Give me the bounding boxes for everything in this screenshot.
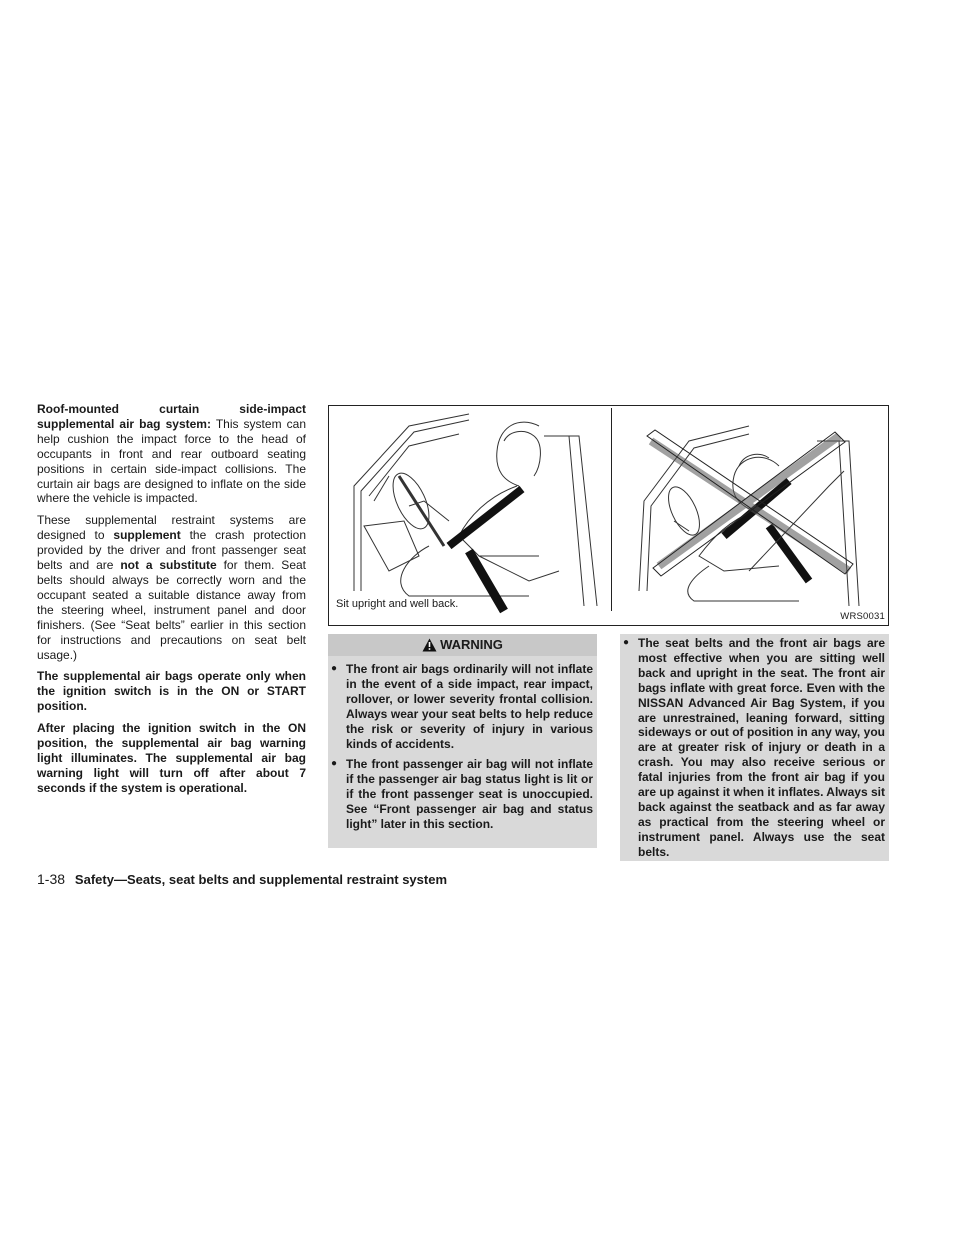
- supplement-text-c: the crash protection provided by the driver and front passenger seat belts and are: [37, 528, 306, 573]
- section-title: Safety—Seats, seat belts and supplemental restraint system: [74, 872, 448, 887]
- paragraph-ignition: The supplemental air bags operate only when the ignition switch is in the ON or START position.: [37, 669, 306, 714]
- figure-code: WRS0031: [840, 611, 885, 622]
- warning-bullet: ● The front passenger air bag will not inflate if the passenger air bag status light is lit or if the front passenger seat is unoccupied. See “Front passenger air bag and status light” later in this section.: [346, 757, 593, 832]
- paragraph-curtain-air-bag: [37, 402, 306, 506]
- paragraph-supplement: [37, 513, 306, 662]
- figure-caption: Sit upright and well back.: [336, 598, 459, 610]
- supplement-text-a: These supplemental restraint systems are designed to: [37, 513, 306, 543]
- warning-box-left: [328, 634, 597, 848]
- seating-illustration: [329, 406, 890, 627]
- body-text-column: [37, 402, 306, 803]
- figure-divider: [611, 408, 612, 611]
- supplement-emphasis: supplement: [113, 528, 181, 543]
- not-substitute-emphasis: not a substitute: [120, 558, 217, 573]
- curtain-air-bag-text: This system can help cushion the impact force to the head of occupants in front and rear outboard seating positions in certain side-impact collisions. The curtain air bags are designed to inflate on the side where the vehicle is impacted.: [37, 416, 306, 506]
- warning-title: WARNING: [440, 636, 503, 652]
- warning-box-right: [620, 634, 889, 861]
- page-footer: [37, 871, 447, 887]
- curtain-air-bag-heading: Roof-mounted curtain side-impact supplemental air bag system:: [37, 402, 306, 431]
- warning-header: [328, 634, 597, 656]
- supplement-text-e: for them. Seat belts should always be correctly worn and the occupant seated a suitable distance away from the steering wheel, instrument panel and door finishers. (See “Seat belts” earlier in this section for instructions and precautions on seat belt usage.): [37, 558, 306, 662]
- seating-position-figure: [328, 405, 889, 626]
- paragraph-warning-light: After placing the ignition switch in the ON position, the supplemental air bag warning light illuminates. The supplemental air bag warning light will turn off after about 7 seconds if the system is operational.: [37, 721, 306, 795]
- page-number: 1-38: [37, 871, 66, 887]
- warning-bullet: ● The seat belts and the front air bags are most effective when you are sitting well back and upright in the seat. The front air bags inflate with great force. Even with the NISSAN Advanced Air Bag System, if you are unrestrained, leaning forward, sitting sideways or out of position in any way, you are at greater risk of injury or death in a crash. You may also receive serious or fatal injuries from the front air bag if you are up against it when it inflates. Always sit back against the seatback and as far away as practical from the steering wheel or instrument panel. Always use the seat belts.: [638, 636, 885, 860]
- warning-triangle-icon: [422, 638, 437, 652]
- warning-bullet: ● The front air bags ordinarily will not inflate in the event of a side impact, rear impact, rollover, or lower severity frontal collision. Always wear your seat belts to help reduce the risk or severity of injury in various kinds of accidents.: [346, 662, 593, 751]
